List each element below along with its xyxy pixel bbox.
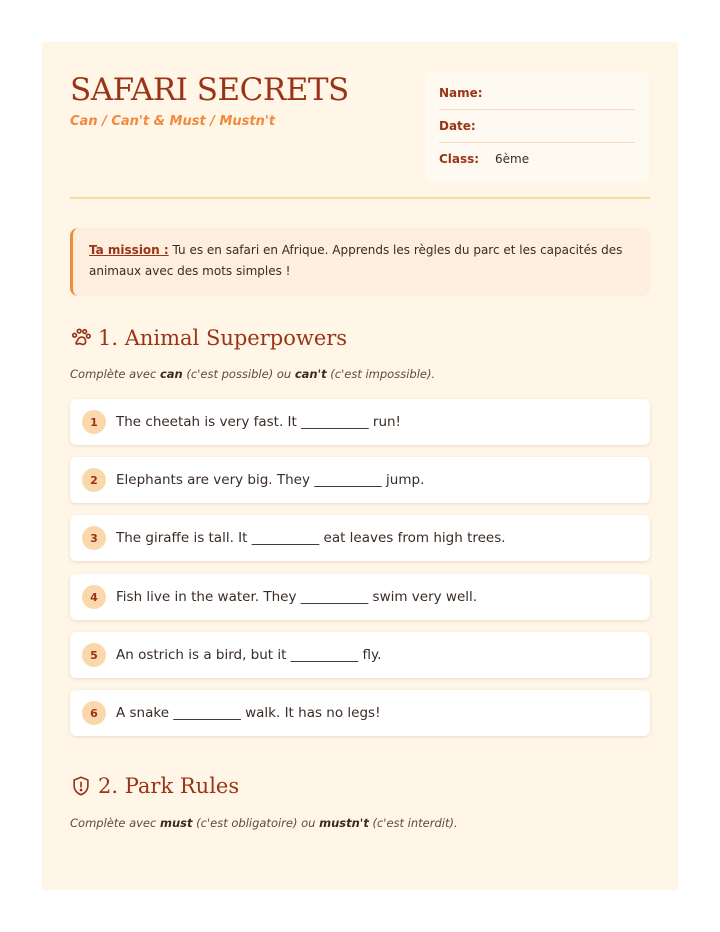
exercise-item[interactable] xyxy=(70,690,650,736)
exercise-number: 3 xyxy=(82,526,106,550)
class-row xyxy=(439,143,635,175)
section-2-title xyxy=(70,774,239,798)
shield-alert-icon xyxy=(70,775,92,797)
paw-icon xyxy=(70,327,92,349)
exercise-item[interactable] xyxy=(70,632,650,678)
page-title: SAFARI SECRETS xyxy=(70,72,349,108)
section-1-instruction xyxy=(70,367,435,381)
exercise-number: 4 xyxy=(82,585,106,609)
exercise-number: 5 xyxy=(82,643,106,667)
section-2-instruction xyxy=(70,816,458,830)
worksheet-page xyxy=(42,42,678,890)
class-label: Class: xyxy=(439,152,480,166)
exercise-item[interactable] xyxy=(70,399,650,445)
exercise-text: An ostrich is a bird, but it __________ fly. xyxy=(116,647,382,663)
instruction-text: (c'est impossible). xyxy=(326,367,436,381)
exercise-number: 1 xyxy=(82,410,106,434)
instruction-text: (c'est interdit). xyxy=(368,816,458,830)
exercise-text: The cheetah is very fast. It __________ run! xyxy=(116,414,401,430)
mission-text: Tu es en safari en Afrique. Apprends les règles du parc et les capacités des animaux avec des mots simples ! xyxy=(89,243,623,278)
date-label: Date: xyxy=(439,119,476,133)
header-divider xyxy=(70,197,650,199)
date-row xyxy=(439,110,635,143)
exercise-text: The giraffe is tall. It __________ eat leaves from high trees. xyxy=(116,530,506,546)
exercise-text: A snake __________ walk. It has no legs! xyxy=(116,705,381,721)
name-label: Name: xyxy=(439,86,483,100)
instruction-keyword: can xyxy=(159,367,183,381)
section-1-title-text: 1. Animal Superpowers xyxy=(98,326,348,350)
page-subtitle: Can / Can't & Must / Mustn't xyxy=(70,114,276,129)
instruction-keyword: must xyxy=(159,816,193,830)
exercise-item[interactable] xyxy=(70,515,650,561)
exercise-text: Fish live in the water. They __________ swim very well. xyxy=(116,589,478,605)
name-row xyxy=(439,77,635,110)
exercise-item[interactable] xyxy=(70,457,650,503)
instruction-text: (c'est obligatoire) ou xyxy=(192,816,320,830)
instruction-keyword: mustn't xyxy=(319,816,369,830)
student-info-card xyxy=(425,72,649,182)
section-2-title-text: 2. Park Rules xyxy=(98,774,240,798)
instruction-keyword: can't xyxy=(294,367,327,381)
mission-box xyxy=(70,228,650,296)
instruction-text: Complète avec xyxy=(70,367,160,381)
exercise-number: 2 xyxy=(82,468,106,492)
exercise-text: Elephants are very big. They __________ jump. xyxy=(116,472,425,488)
instruction-text: (c'est possible) ou xyxy=(182,367,295,381)
exercise-number: 6 xyxy=(82,701,106,725)
class-field[interactable]: 6ème xyxy=(495,152,530,166)
instruction-text: Complète avec xyxy=(70,816,160,830)
section-1-title xyxy=(70,326,347,350)
mission-label: Ta mission : xyxy=(89,243,169,257)
exercise-item[interactable] xyxy=(70,574,650,620)
